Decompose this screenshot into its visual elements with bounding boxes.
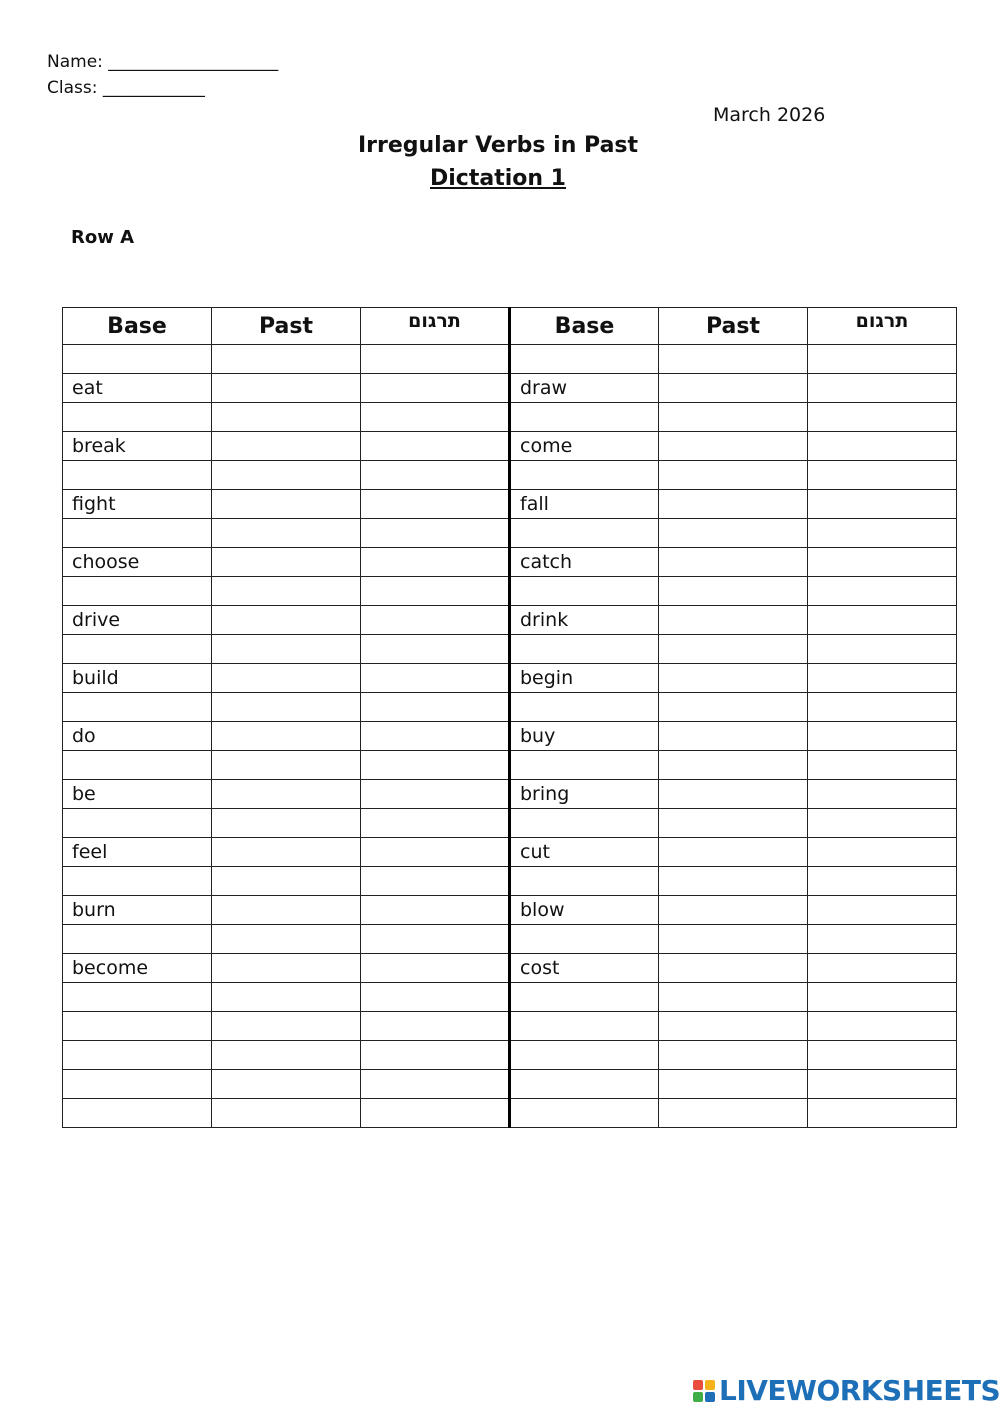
- base-cell[interactable]: [63, 1041, 212, 1070]
- past-cell[interactable]: [212, 606, 361, 635]
- past-cell[interactable]: [212, 983, 361, 1012]
- base-cell: blow: [510, 896, 659, 925]
- table-row: [63, 925, 957, 954]
- base-cell: build: [63, 664, 212, 693]
- table-row: [63, 722, 957, 751]
- translation-cell[interactable]: [808, 1041, 957, 1070]
- past-cell[interactable]: [659, 548, 808, 577]
- past-cell[interactable]: [659, 1041, 808, 1070]
- base-cell[interactable]: [63, 461, 212, 490]
- past-cell[interactable]: [659, 606, 808, 635]
- translation-cell[interactable]: [808, 809, 957, 838]
- past-cell[interactable]: [659, 925, 808, 954]
- translation-cell[interactable]: [808, 896, 957, 925]
- past-cell[interactable]: [659, 490, 808, 519]
- translation-cell[interactable]: [808, 722, 957, 751]
- translation-cell[interactable]: [808, 751, 957, 780]
- translation-cell[interactable]: [808, 838, 957, 867]
- translation-cell[interactable]: [808, 867, 957, 896]
- past-cell[interactable]: [212, 1041, 361, 1070]
- translation-cell[interactable]: [361, 867, 510, 896]
- past-cell[interactable]: [659, 780, 808, 809]
- translation-cell[interactable]: [361, 606, 510, 635]
- past-cell[interactable]: [659, 374, 808, 403]
- verbs-table: [62, 307, 957, 1128]
- past-cell[interactable]: [659, 722, 808, 751]
- translation-cell[interactable]: [808, 577, 957, 606]
- past-cell[interactable]: [212, 664, 361, 693]
- past-cell[interactable]: [212, 490, 361, 519]
- base-cell[interactable]: [510, 693, 659, 722]
- base-cell: come: [510, 432, 659, 461]
- past-cell[interactable]: [212, 954, 361, 983]
- base-cell[interactable]: [63, 577, 212, 606]
- translation-cell[interactable]: [361, 1099, 510, 1128]
- base-cell: drive: [63, 606, 212, 635]
- base-cell[interactable]: [63, 751, 212, 780]
- column-header-base: Base: [510, 308, 659, 345]
- table-row: [63, 606, 957, 635]
- translation-cell[interactable]: [361, 838, 510, 867]
- base-cell[interactable]: [63, 809, 212, 838]
- past-cell[interactable]: [659, 838, 808, 867]
- translation-cell[interactable]: [808, 432, 957, 461]
- translation-cell[interactable]: [808, 954, 957, 983]
- base-cell: eat: [63, 374, 212, 403]
- past-cell[interactable]: [659, 983, 808, 1012]
- base-cell: cost: [510, 954, 659, 983]
- base-cell: catch: [510, 548, 659, 577]
- base-cell[interactable]: [510, 635, 659, 664]
- translation-cell[interactable]: [808, 983, 957, 1012]
- logo-square: [693, 1380, 703, 1390]
- past-cell[interactable]: [659, 403, 808, 432]
- name-field-label: Name: ____________________: [47, 52, 279, 72]
- table-body: [63, 345, 957, 1128]
- translation-cell[interactable]: [808, 1070, 957, 1099]
- table-header-row: [63, 308, 957, 345]
- column-header-translation: תרגום: [361, 308, 510, 345]
- base-cell[interactable]: [510, 983, 659, 1012]
- table-row: [63, 693, 957, 722]
- translation-cell[interactable]: [361, 780, 510, 809]
- past-cell[interactable]: [659, 1012, 808, 1041]
- past-cell[interactable]: [659, 577, 808, 606]
- base-cell[interactable]: [510, 1041, 659, 1070]
- logo-text: LIVEWORKSHEETS: [719, 1374, 1000, 1407]
- translation-cell[interactable]: [808, 548, 957, 577]
- past-cell[interactable]: [212, 1099, 361, 1128]
- translation-cell[interactable]: [808, 461, 957, 490]
- base-cell: drink: [510, 606, 659, 635]
- past-cell[interactable]: [212, 751, 361, 780]
- past-cell[interactable]: [212, 809, 361, 838]
- past-cell[interactable]: [659, 345, 808, 374]
- column-header-past: Past: [659, 308, 808, 345]
- row-label: Row A: [71, 227, 135, 248]
- table-row: [63, 1012, 957, 1041]
- translation-cell[interactable]: [361, 954, 510, 983]
- translation-cell[interactable]: [808, 780, 957, 809]
- column-header-translation: תרגום: [808, 308, 957, 345]
- base-cell: feel: [63, 838, 212, 867]
- past-cell[interactable]: [659, 896, 808, 925]
- past-cell[interactable]: [212, 345, 361, 374]
- table-row: [63, 577, 957, 606]
- worksheet-subtitle: Dictation 1: [429, 166, 566, 191]
- translation-cell[interactable]: [361, 751, 510, 780]
- translation-cell[interactable]: [361, 1041, 510, 1070]
- column-header-base: Base: [63, 308, 212, 345]
- base-cell: fall: [510, 490, 659, 519]
- table-row: [63, 867, 957, 896]
- worksheet-date: March 2026: [713, 104, 826, 126]
- base-cell[interactable]: [63, 1070, 212, 1099]
- translation-cell[interactable]: [361, 345, 510, 374]
- past-cell[interactable]: [659, 1099, 808, 1128]
- table-row: [63, 461, 957, 490]
- base-cell[interactable]: [63, 519, 212, 548]
- base-cell[interactable]: [63, 1099, 212, 1128]
- base-cell: do: [63, 722, 212, 751]
- base-cell[interactable]: [510, 751, 659, 780]
- class-field-label: Class: ____________: [47, 78, 205, 98]
- base-cell[interactable]: [510, 1070, 659, 1099]
- past-cell[interactable]: [659, 664, 808, 693]
- translation-cell[interactable]: [361, 548, 510, 577]
- translation-cell[interactable]: [361, 722, 510, 751]
- table-row: [63, 1099, 957, 1128]
- table-row: [63, 780, 957, 809]
- translation-cell[interactable]: [808, 1099, 957, 1128]
- table-row: [63, 954, 957, 983]
- past-cell[interactable]: [659, 809, 808, 838]
- past-cell[interactable]: [212, 1070, 361, 1099]
- translation-cell[interactable]: [808, 664, 957, 693]
- translation-cell[interactable]: [808, 1012, 957, 1041]
- logo-square: [705, 1380, 715, 1390]
- past-cell[interactable]: [212, 432, 361, 461]
- table-row: [63, 345, 957, 374]
- table-row: [63, 548, 957, 577]
- base-cell[interactable]: [510, 1012, 659, 1041]
- past-cell[interactable]: [659, 867, 808, 896]
- base-cell: burn: [63, 896, 212, 925]
- base-cell[interactable]: [63, 925, 212, 954]
- table-row: [63, 519, 957, 548]
- translation-cell[interactable]: [361, 1012, 510, 1041]
- translation-cell[interactable]: [808, 345, 957, 374]
- translation-cell[interactable]: [361, 1070, 510, 1099]
- base-cell[interactable]: [63, 983, 212, 1012]
- past-cell[interactable]: [659, 432, 808, 461]
- translation-cell[interactable]: [808, 606, 957, 635]
- translation-cell[interactable]: [361, 809, 510, 838]
- base-cell[interactable]: [63, 403, 212, 432]
- translation-cell[interactable]: [361, 490, 510, 519]
- translation-cell[interactable]: [361, 432, 510, 461]
- translation-cell[interactable]: [361, 374, 510, 403]
- translation-cell[interactable]: [361, 403, 510, 432]
- past-cell[interactable]: [659, 954, 808, 983]
- past-cell[interactable]: [212, 461, 361, 490]
- past-cell[interactable]: [212, 780, 361, 809]
- logo-square: [693, 1392, 703, 1402]
- translation-cell[interactable]: [361, 577, 510, 606]
- table-row: [63, 403, 957, 432]
- translation-cell[interactable]: [361, 925, 510, 954]
- past-cell[interactable]: [212, 519, 361, 548]
- past-cell[interactable]: [212, 374, 361, 403]
- table-row: [63, 664, 957, 693]
- translation-cell[interactable]: [808, 925, 957, 954]
- base-cell: bring: [510, 780, 659, 809]
- past-cell[interactable]: [212, 403, 361, 432]
- base-cell: buy: [510, 722, 659, 751]
- past-cell[interactable]: [659, 751, 808, 780]
- base-cell: break: [63, 432, 212, 461]
- table-row: [63, 838, 957, 867]
- table-row: [63, 1041, 957, 1070]
- base-cell: be: [63, 780, 212, 809]
- base-cell[interactable]: [510, 1099, 659, 1128]
- column-header-past: Past: [212, 308, 361, 345]
- base-cell[interactable]: [510, 403, 659, 432]
- table-row: [63, 432, 957, 461]
- base-cell: cut: [510, 838, 659, 867]
- table-row: [63, 896, 957, 925]
- base-cell[interactable]: [510, 345, 659, 374]
- base-cell[interactable]: [510, 867, 659, 896]
- table-row: [63, 1070, 957, 1099]
- translation-cell[interactable]: [808, 374, 957, 403]
- base-cell: become: [63, 954, 212, 983]
- worksheet-title: Irregular Verbs in Past: [357, 133, 639, 158]
- past-cell[interactable]: [659, 519, 808, 548]
- past-cell[interactable]: [212, 693, 361, 722]
- base-cell: choose: [63, 548, 212, 577]
- liveworksheets-logo: [693, 1374, 1000, 1407]
- translation-cell[interactable]: [361, 896, 510, 925]
- base-cell[interactable]: [63, 345, 212, 374]
- past-cell[interactable]: [212, 838, 361, 867]
- base-cell[interactable]: [510, 577, 659, 606]
- past-cell[interactable]: [659, 1070, 808, 1099]
- table-row: [63, 374, 957, 403]
- table-row: [63, 490, 957, 519]
- base-cell[interactable]: [63, 693, 212, 722]
- table-row: [63, 635, 957, 664]
- translation-cell[interactable]: [361, 519, 510, 548]
- translation-cell[interactable]: [361, 461, 510, 490]
- logo-square: [705, 1392, 715, 1402]
- translation-cell[interactable]: [808, 635, 957, 664]
- table-row: [63, 751, 957, 780]
- base-cell[interactable]: [63, 1012, 212, 1041]
- past-cell[interactable]: [659, 461, 808, 490]
- table-row: [63, 983, 957, 1012]
- translation-cell[interactable]: [808, 490, 957, 519]
- past-cell[interactable]: [212, 925, 361, 954]
- translation-cell[interactable]: [361, 693, 510, 722]
- past-cell[interactable]: [212, 548, 361, 577]
- table-row: [63, 809, 957, 838]
- base-cell[interactable]: [63, 635, 212, 664]
- past-cell[interactable]: [212, 1012, 361, 1041]
- translation-cell[interactable]: [808, 693, 957, 722]
- base-cell[interactable]: [510, 461, 659, 490]
- logo-mark-icon: [693, 1380, 715, 1402]
- base-cell[interactable]: [63, 867, 212, 896]
- translation-cell[interactable]: [361, 635, 510, 664]
- past-cell[interactable]: [212, 577, 361, 606]
- translation-cell[interactable]: [808, 403, 957, 432]
- base-cell: fight: [63, 490, 212, 519]
- translation-cell[interactable]: [361, 983, 510, 1012]
- past-cell[interactable]: [659, 635, 808, 664]
- translation-cell[interactable]: [808, 519, 957, 548]
- past-cell[interactable]: [659, 693, 808, 722]
- past-cell[interactable]: [212, 722, 361, 751]
- base-cell[interactable]: [510, 925, 659, 954]
- base-cell: begin: [510, 664, 659, 693]
- past-cell[interactable]: [212, 896, 361, 925]
- base-cell: draw: [510, 374, 659, 403]
- base-cell[interactable]: [510, 809, 659, 838]
- base-cell[interactable]: [510, 519, 659, 548]
- past-cell[interactable]: [212, 867, 361, 896]
- translation-cell[interactable]: [361, 664, 510, 693]
- past-cell[interactable]: [212, 635, 361, 664]
